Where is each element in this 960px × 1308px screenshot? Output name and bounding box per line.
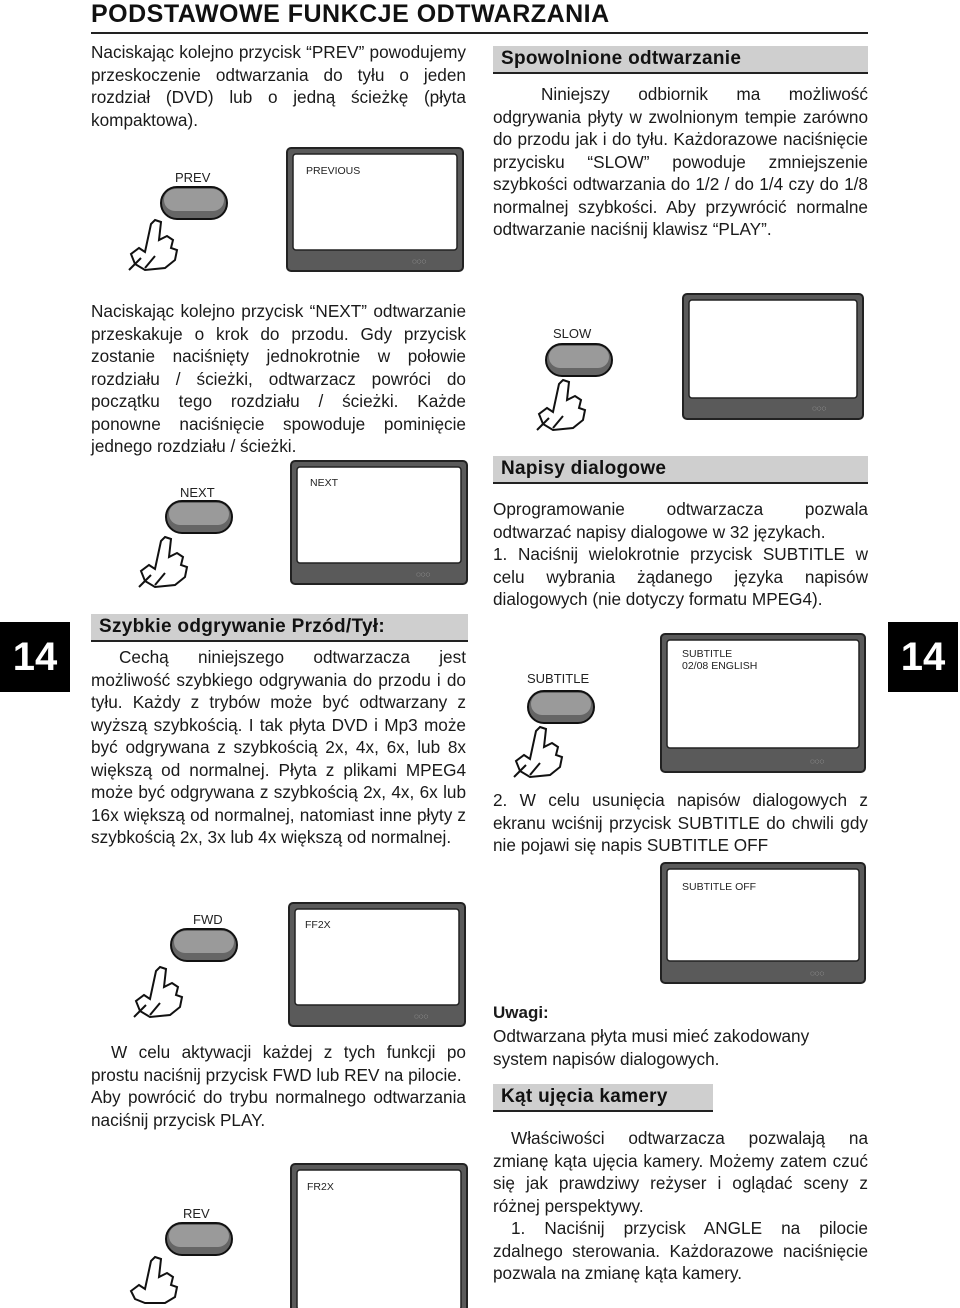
slow-button-label: SLOW [553,326,592,341]
fast-paragraph: Cechą niniejszego odtwarzacza jest możliwość szybkiego odgrywania do przodu i do tyłu. Każdy z trybów może być odtwarzany z wyższą szybkością. I tak płyta DVD i Mp3 może być odgrywana z szybkością 2x, 4x, 6x, lub 8x większą od normalnej. Płyta z plikami MPEG4 może być odgrywana z szybkością 2x, 4x, 6x lub 16x większą od normalnej, natomiast inne płyty z szybkością 2x, 3x lub 4x większą od normalnej. [91,647,466,847]
notes-title: Uwagi: [493,1003,549,1022]
remote-button-icon [160,186,230,222]
rev-screen-text: FR2X [307,1181,334,1193]
rev-tv [290,1163,468,1303]
angle-heading: Kąt ujęcia kamery [493,1084,713,1110]
pressing-hand-icon [125,218,185,273]
pressing-hand-icon [510,725,570,780]
slow-heading: Spowolnione odtwarzanie [493,46,868,72]
rev-button-label: REV [183,1206,210,1221]
prev-screen-text: PREVIOUS [306,165,361,177]
next-tv [290,460,468,585]
notes-paragraph: Odtwarzana płyta musi mieć zakodowany system napisów dialogowych. [493,1026,810,1069]
remote-button-icon [165,1222,235,1258]
next-paragraph: Naciskając kolejno przycisk “NEXT” odtwarzanie przeskakuje o krok do przodu. Gdy przycisk zostanie naciśnięty jednokrotnie w połowie rozdziału / ścieżki, odtwarzacz powróci do początku tego rozdziału / ścieżki. Każde ponowne naciśnięcie spowoduje pominięcie jednego rozdziału / ścieżki. [91,301,466,456]
title-rule [91,32,868,34]
svg-text:◌◌◌: ◌◌◌ [810,757,825,766]
remote-button-icon [170,928,240,964]
subtitle-tv [660,633,866,773]
remote-button-icon [545,343,615,379]
prev-button-label: PREV [175,170,211,185]
fwd-tv [288,902,466,1027]
fwd-button-label: FWD [193,912,223,927]
page-number-left: 14 [0,622,70,692]
subtitles-remove-paragraph: 2. W celu usunięcia napisów dialogowych z ekranu wciśnij przycisk SUBTITLE do chwili gdy nie pojawi się napis SUBTITLE OFF [493,790,868,855]
angle-paragraph: Właściwości odtwarzacza pozwalają na zmianę kąta ujęcia kamery. Możemy zatem czuć się jak prawdziwy reżyser i oglądać sceny z różnej perspektywy. 1. Naciśnij przycisk ANGLE na pilocie zdalnego sterowania. Każdorazowe naciśnięcie pozwala na zmianę kąta kamery. [493,1128,868,1283]
subtitle-screen-line2: 02/08 ENGLISH [682,660,758,672]
next-button-label: NEXT [180,485,215,500]
pressing-hand-icon [533,378,593,433]
page-number-right: 14 [888,622,958,692]
fast-heading-rule [91,640,468,642]
subtitles-paragraph: Oprogramowanie odtwarzacza pozwala odtwarzać napisy dialogowe w 32 językach. 1. Naciśnij wielokrotnie przycisk SUBTITLE w celu wybrania żądanego języka napisów dialogowych (nie dotyczy formatu MPEG4). [493,499,868,609]
subtitle-screen-line1: SUBTITLE [682,648,733,660]
subtitle-off-screen-text: SUBTITLE OFF [682,881,757,893]
pressing-hand-icon [135,535,195,590]
fast-heading: Szybkie odgrywanie Przód/Tył: [91,614,468,640]
slow-heading-rule [493,72,868,74]
activate-paragraph: W celu aktywacji każdej z tych funkcji po prostu naciśnij przycisk FWD lub REV na pilocie. Aby powrócić do trybu normalnego odtwarzania naciśnij przycisk PLAY. [91,1042,466,1130]
tv-screen-icon [682,293,864,420]
remote-button-icon [165,500,235,536]
pressing-hand-icon [130,965,190,1020]
subtitle-button-label: SUBTITLE [527,671,590,686]
prev-tv [286,147,464,272]
subtitles-heading-rule [493,482,868,484]
fwd-screen-text: FF2X [305,919,331,931]
svg-text:◌◌◌: ◌◌◌ [414,1012,429,1021]
slow-tv [682,293,864,420]
angle-heading-rule [493,1110,713,1112]
svg-text:◌◌◌: ◌◌◌ [810,969,825,978]
pressing-hand-icon [125,1255,185,1305]
remote-button-icon [527,690,597,726]
svg-text:◌◌◌: ◌◌◌ [812,404,827,413]
subtitle-off-tv [660,862,866,984]
subtitles-heading: Napisy dialogowe [493,456,868,482]
prev-paragraph: Naciskając kolejno przycisk “PREV” powodujemy przeskoczenie odtwarzania do tyłu o jeden rozdział (DVD) lub o jedną ścieżkę (płyta kompaktowa). [91,42,466,130]
svg-text:◌◌◌: ◌◌◌ [416,570,431,579]
page-title: PODSTAWOWE FUNKCJE ODTWARZANIA [91,0,610,28]
svg-text:◌◌◌: ◌◌◌ [412,257,427,266]
slow-paragraph: Niniejszy odbiornik ma możliwość odgrywania płyty w zwolnionym tempie zarówno do przodu jak i do tyłu. Każdorazowe naciśnięcie przycisku “SLOW” powoduje zmniejszenie szybkości odtwarzania do 1/2 / do 1/4 czy do 1/8 normalnej szybkości. Aby przywrócić normalne odtwarzanie naciśnij klawisz “PLAY”. [493,84,868,239]
next-screen-text: NEXT [310,477,339,489]
